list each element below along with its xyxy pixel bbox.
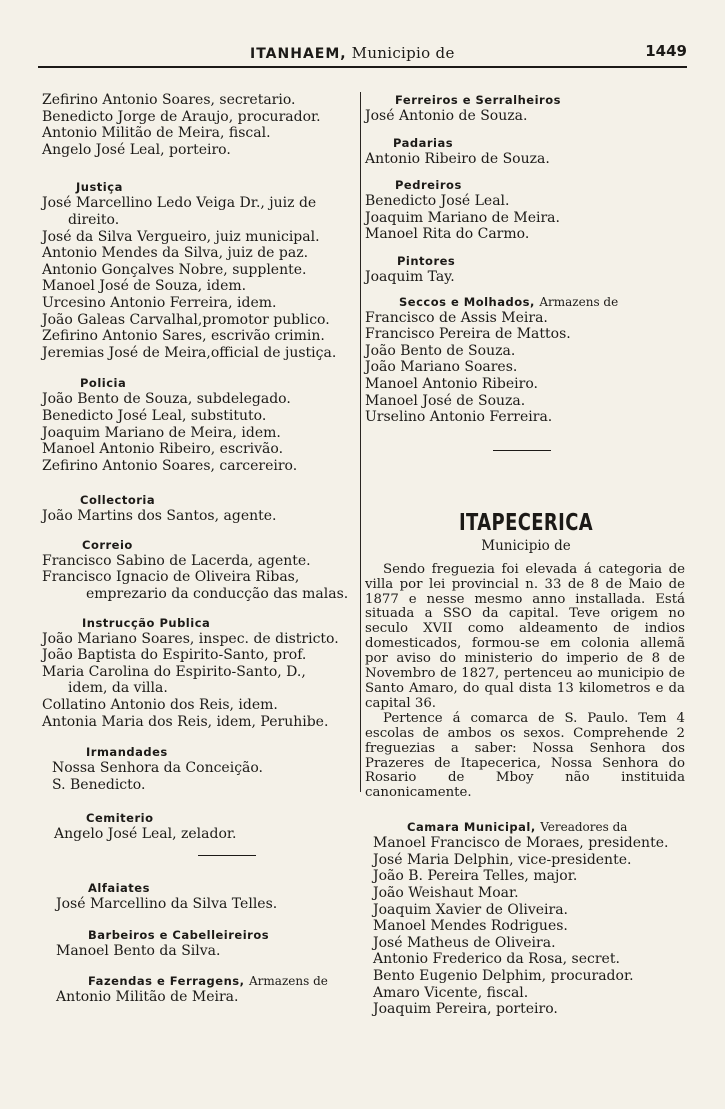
section-heading-collectoria: Collectoria: [80, 493, 156, 508]
list-item: José Marcellino Ledo Veiga Dr., juiz de: [42, 195, 317, 212]
section-heading-justica: Justiça: [76, 180, 123, 195]
list-item: Manoel Rita do Carmo.: [365, 226, 530, 243]
list-item: Joaquim Mariano de Meira, idem.: [42, 424, 281, 441]
list-item: Urselino Antonio Ferreira.: [365, 409, 553, 426]
running-title-city: ITANHAEM,: [250, 46, 347, 62]
list-item: João B. Pereira Telles, major.: [373, 868, 578, 885]
town-subtitle: Municipio de: [481, 537, 571, 554]
list-item: Benedicto Jorge de Araujo, procurador.: [42, 108, 321, 125]
section-heading-padarias: Padarias: [393, 135, 454, 150]
list-item: idem, da villa.: [68, 680, 168, 697]
running-title: [250, 44, 455, 62]
section-heading-correio: Correio: [82, 537, 133, 552]
column-divider: [360, 92, 361, 792]
list-item: João Baptista do Espirito-Santo, prof.: [42, 647, 307, 664]
list-item: João Mariano Soares, inspec. de districto.: [42, 630, 339, 647]
list-item: Angelo José Leal, zelador.: [54, 826, 237, 843]
pedreiros-list: [365, 193, 687, 243]
section-heading-instruccao: Instrucção Publica: [82, 615, 211, 630]
section-heading-pintores: Pintores: [397, 253, 456, 268]
instruccao-list: [42, 631, 360, 731]
list-item: Amaro Vicente, fiscal.: [373, 984, 529, 1001]
section-heading-seccos-title: Seccos e Molhados,: [399, 294, 535, 309]
section-heading-fazendas: [42, 973, 360, 989]
list-item: Antonio Gonçalves Nobre, supplente.: [42, 261, 307, 278]
list-item: Francisco Sabino de Lacerda, agente.: [42, 552, 311, 569]
list-item: Francisco Pereira de Mattos.: [365, 326, 571, 343]
town-title: ITAPECERICA: [458, 509, 594, 536]
policia-list: [42, 391, 360, 474]
list-item: Antonia Maria dos Reis, idem, Peruhibe.: [42, 713, 329, 730]
officials-list: [42, 92, 360, 158]
section-heading-policia: Policia: [80, 376, 127, 391]
page-header: [0, 38, 725, 68]
list-item: José Marcellino da Silva Telles.: [56, 896, 278, 912]
list-item: Antonio Frederico da Rosa, secret.: [373, 951, 620, 968]
list-item: Benedicto José Leal, substituto.: [42, 407, 267, 424]
section-heading-alfaiates: Alfaiates: [88, 881, 150, 895]
section-heading-camara-title: Camara Municipal,: [407, 820, 536, 835]
section-heading-fazendas-title: Fazendas e Ferragens,: [88, 974, 245, 989]
list-item: Joaquim Xavier de Oliveira.: [373, 901, 568, 918]
list-item: Urcesino Antonio Ferreira, idem.: [42, 294, 277, 311]
justica-list: [42, 195, 360, 361]
list-item: Joaquim Pereira, porteiro.: [373, 1001, 558, 1018]
list-item: Manoel Antonio Ribeiro.: [365, 375, 538, 392]
section-heading-barbeiros: Barbeiros e Cabelleireiros: [88, 927, 270, 942]
page-number: 1449: [645, 42, 687, 60]
list-item: João Mariano Soares.: [365, 359, 518, 376]
list-item: José Matheus de Oliveira.: [373, 934, 556, 951]
list-item: Maria Carolina do Espirito-Santo, D.,: [42, 663, 306, 680]
list-item: José da Silva Vergueiro, juiz municipal.: [42, 228, 320, 245]
list-item: José Antonio de Souza.: [365, 108, 528, 124]
list-item: Bento Eugenio Delphim, procurador.: [373, 967, 634, 984]
list-item: Manoel José de Souza.: [365, 392, 526, 409]
header-rule: [38, 66, 687, 68]
paragraph: Sendo freguezia foi elevada á categoria de villa por lei provincial n. 33 de 8 de Maio de 1877 e nesse mesmo anno installada. Está situada a SSO da capital. Teve origem no seculo XVII como aldeamento de indios domesticados, formou-se em colonia allemã por aviso do ministerio do imperio de 8 de Novembro de 1827, pertenceu ao municipio de Santo Amaro, do qual dista 13 kilometros e da capital 36.: [365, 561, 685, 711]
left-column: [42, 92, 360, 1006]
correio-list: [42, 553, 360, 603]
section-heading-fazendas-tail: Armazens de: [249, 974, 328, 989]
list-item: Jeremias José de Meira,official de justiça.: [42, 344, 337, 361]
list-item: João Weishaut Moar.: [373, 885, 519, 901]
section-heading-ferreiros: Ferreiros e Serralheiros: [395, 93, 561, 107]
right-column: [365, 92, 687, 1018]
section-heading-cemiterio: Cemiterio: [86, 811, 154, 826]
list-item: Manoel Mendes Rodrigues.: [373, 918, 568, 935]
list-item: Antonio Militão de Meira, fiscal.: [42, 125, 271, 142]
list-item: Francisco de Assis Meira.: [365, 309, 548, 326]
list-item: Joaquim Tay.: [365, 268, 455, 285]
section-heading-seccos-tail: Armazens de: [539, 294, 619, 309]
list-item: Zefirino Antonio Soares, secretario.: [42, 92, 296, 108]
list-item: Zefirino Antonio Sares, escrivão crimin.: [42, 328, 325, 345]
running-title-subtitle: Municipio de: [351, 44, 455, 62]
list-item: Manoel José de Souza, idem.: [42, 278, 247, 295]
list-item: Antonio Ribeiro de Souza.: [365, 150, 550, 167]
list-item: Antonio Mendes da Silva, juiz de paz.: [42, 245, 309, 262]
list-item: Zefirino Antonio Soares, carcereiro.: [42, 457, 298, 474]
list-item: Manoel Antonio Ribeiro, escrivão.: [42, 441, 284, 458]
list-item: Angelo José Leal, porteiro.: [42, 141, 231, 158]
section-heading-camara-tail: Vereadores da: [540, 820, 628, 835]
list-item: Joaquim Mariano de Meira.: [365, 209, 560, 226]
list-item: Manoel Bento da Silva.: [56, 942, 221, 959]
list-item: João Bento de Souza.: [365, 342, 516, 359]
list-item: direito.: [68, 211, 120, 228]
list-item: João Galeas Carvalhal,promotor publico.: [42, 311, 330, 328]
list-item: Antonio Militão de Meira.: [56, 989, 239, 1006]
section-heading-irmandades: Irmandades: [86, 745, 168, 760]
list-item: emprezario da conducção das malas.: [86, 586, 349, 603]
list-item: José Maria Delphin, vice-presidente.: [373, 851, 632, 868]
list-item: Manoel Francisco de Moraes, presidente.: [373, 835, 669, 852]
list-item: João Martins dos Santos, agente.: [42, 508, 277, 525]
seccos-list: [365, 310, 687, 426]
town-description: [365, 563, 685, 802]
list-item: Nossa Senhora da Conceição.: [52, 760, 264, 777]
list-item: S. Benedicto.: [52, 776, 146, 793]
list-item: Collatino Antonio dos Reis, idem.: [42, 697, 278, 714]
list-item: Francisco Ignacio de Oliveira Ribas,: [42, 569, 300, 586]
paragraph: Pertence á comarca de S. Paulo. Tem 4 escolas de ambos os sexos. Comprehende 2 freguezias a saber: Nossa Senhora dos Prazeres de Itapecerica, Nossa Senhora do Rosario de Mboy não instituida canonicamente.: [365, 710, 685, 801]
camara-list: [365, 835, 687, 1018]
section-heading-camara: [365, 819, 687, 835]
section-heading-seccos: [365, 294, 687, 310]
section-heading-pedreiros: Pedreiros: [395, 178, 462, 193]
list-item: João Bento de Souza, subdelegado.: [42, 391, 291, 408]
list-item: Benedicto José Leal.: [365, 193, 510, 210]
